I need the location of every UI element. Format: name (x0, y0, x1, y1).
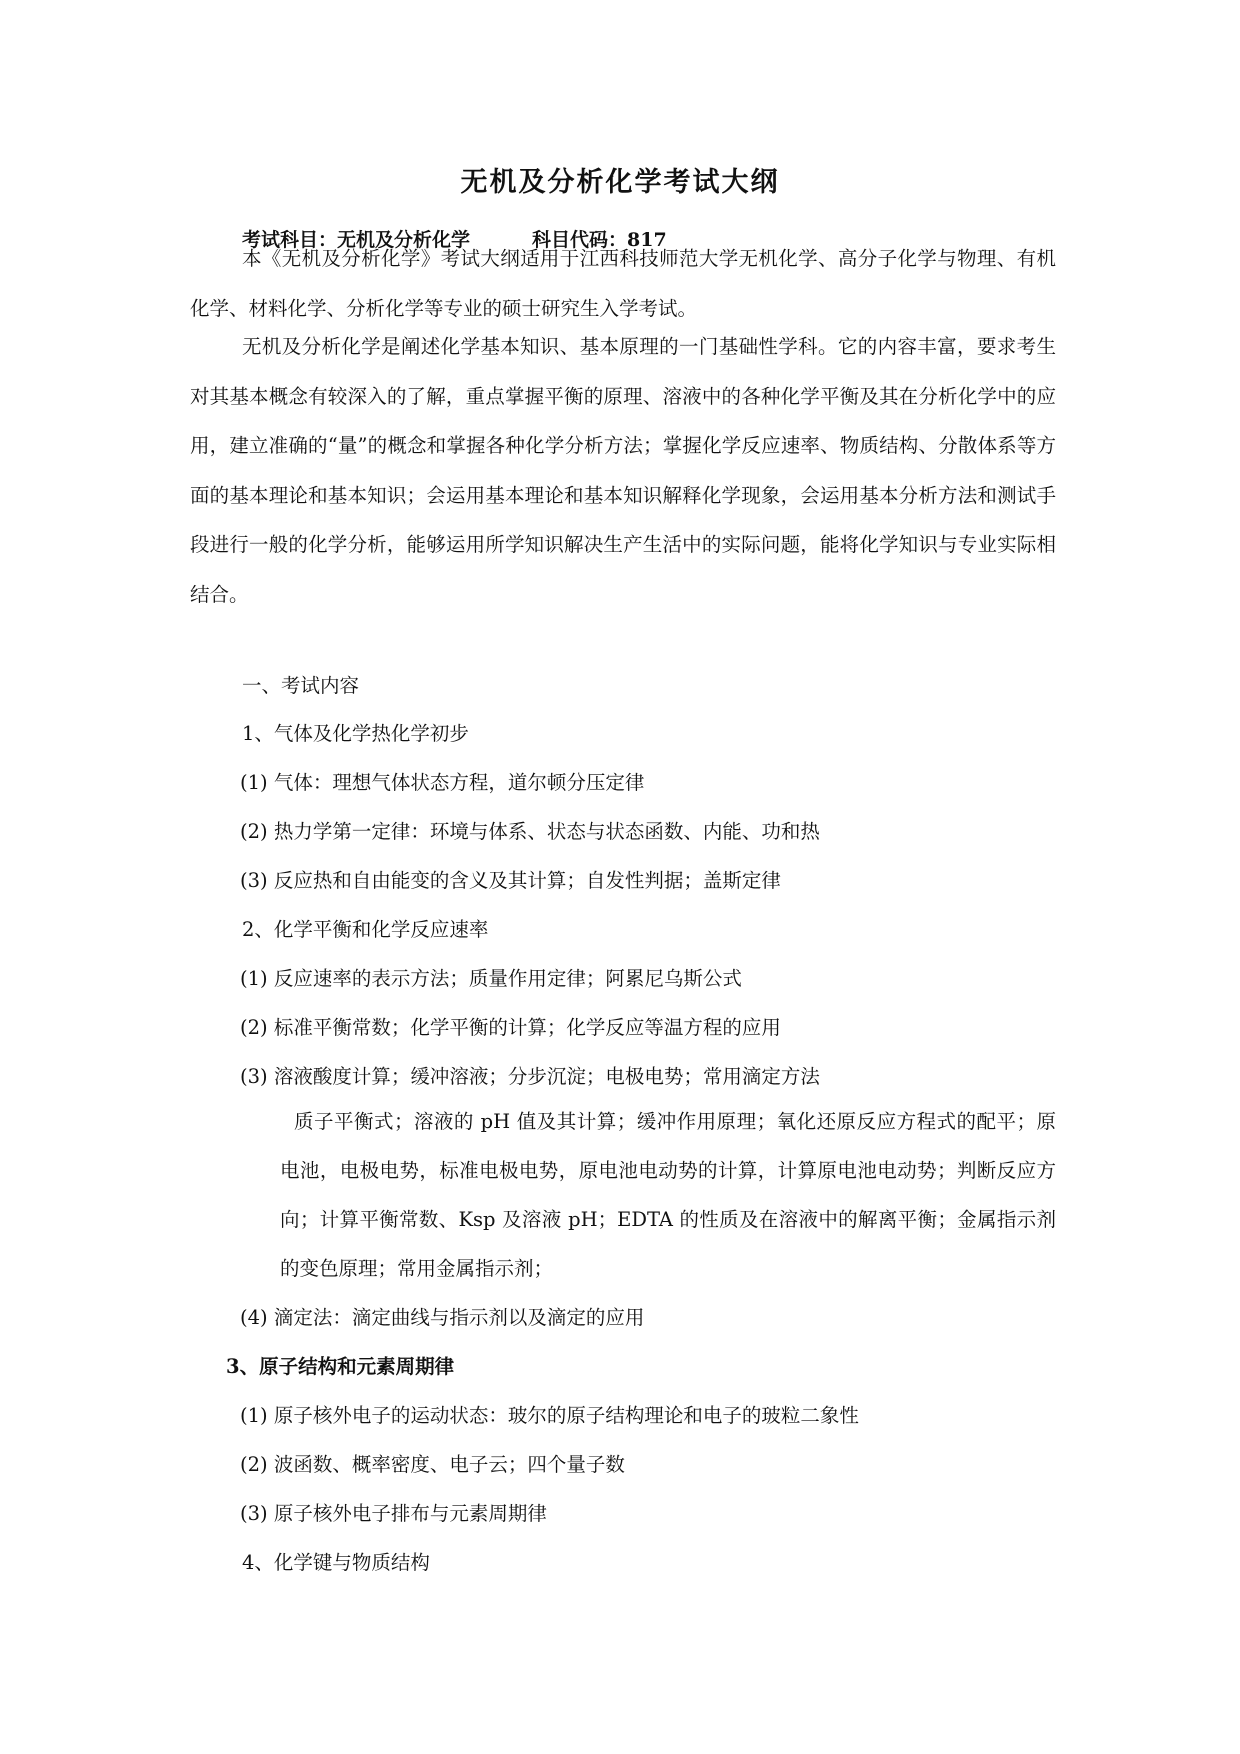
intro-paragraph-1: 本《无机及分析化学》考试大纲适用于江西科技师范大学无机化学、高分子化学与物理、有机化学、材料化学、分析化学等专业的硕士研究生入学考试。 (190, 247, 1056, 320)
document-title: 无机及分析化学考试大纲 (460, 167, 780, 198)
chapter-2-heading: 2、化学平衡和化学反应速率 (242, 918, 489, 941)
chapter-4-heading: 4、化学键与物质结构 (242, 1551, 430, 1574)
subject-label: 考试科目：无机及分析化学 (242, 229, 471, 251)
chapter-3-heading: 3、原子结构和元素周期律 (226, 1355, 455, 1378)
chapter-3-item-2: (2) 波函数、概率密度、电子云；四个量子数 (240, 1453, 625, 1476)
chapter-3-item-1: (1) 原子核外电子的运动状态：玻尔的原子结构理论和电子的玻粒二象性 (240, 1404, 859, 1427)
chapter-2-item-4: (4) 滴定法：滴定曲线与指示剂以及滴定的应用 (240, 1306, 645, 1329)
chapter-1-item-2: (2) 热力学第一定律：环境与体系、状态与状态函数、内能、功和热 (240, 820, 820, 843)
chapter-1-item-1: (1) 气体：理想气体状态方程，道尔顿分压定律 (240, 771, 645, 794)
chapter-1-item-3: (3) 反应热和自由能变的含义及其计算；自发性判据；盖斯定律 (240, 869, 781, 892)
section-heading-exam-content: 一、考试内容 (242, 674, 360, 697)
chapter-2-detail: 质子平衡式；溶液的 pH 值及其计算；缓冲作用原理；氧化还原反应方程式的配平；原电池，电极电势，标准电极电势，原电池电动势的计算，计算原电池电动势；判断反应方向；计算平衡常数、Ksp 及溶液 pH；EDTA 的性质及在溶液中的解离平衡；金属指示剂的变色原理；常用金属指示剂； (280, 1110, 1056, 1280)
chapter-2-item-1: (1) 反应速率的表示方法；质量作用定律；阿累尼乌斯公式 (240, 967, 742, 990)
chapter-2-item-3: (3) 溶液酸度计算；缓冲溶液；分步沉淀；电极电势；常用滴定方法 (240, 1065, 820, 1088)
chapter-2-item-2: (2) 标准平衡常数；化学平衡的计算；化学反应等温方程的应用 (240, 1016, 781, 1039)
chapter-3-item-3: (3) 原子核外电子排布与元素周期律 (240, 1502, 547, 1525)
subject-code-label: 科目代码：817 (532, 229, 667, 251)
intro-paragraph-2: 无机及分析化学是阐述化学基本知识、基本原理的一门基础性学科。它的内容丰富，要求考生对其基本概念有较深入的了解，重点掌握平衡的原理、溶液中的各种化学平衡及其在分析化学中的应用，建立准确的“量”的概念和掌握各种化学分析方法；掌握化学反应速率、物质结构、分散体系等方面的基本理论和基本知识；会运用基本理论和基本知识解释化学现象，会运用基本分析方法和测试手段进行一般的化学分析，能够运用所学知识解决生产生活中的实际问题，能将化学知识与专业实际相结合。 (190, 335, 1056, 606)
chapter-1-heading: 1、气体及化学热化学初步 (242, 722, 469, 745)
